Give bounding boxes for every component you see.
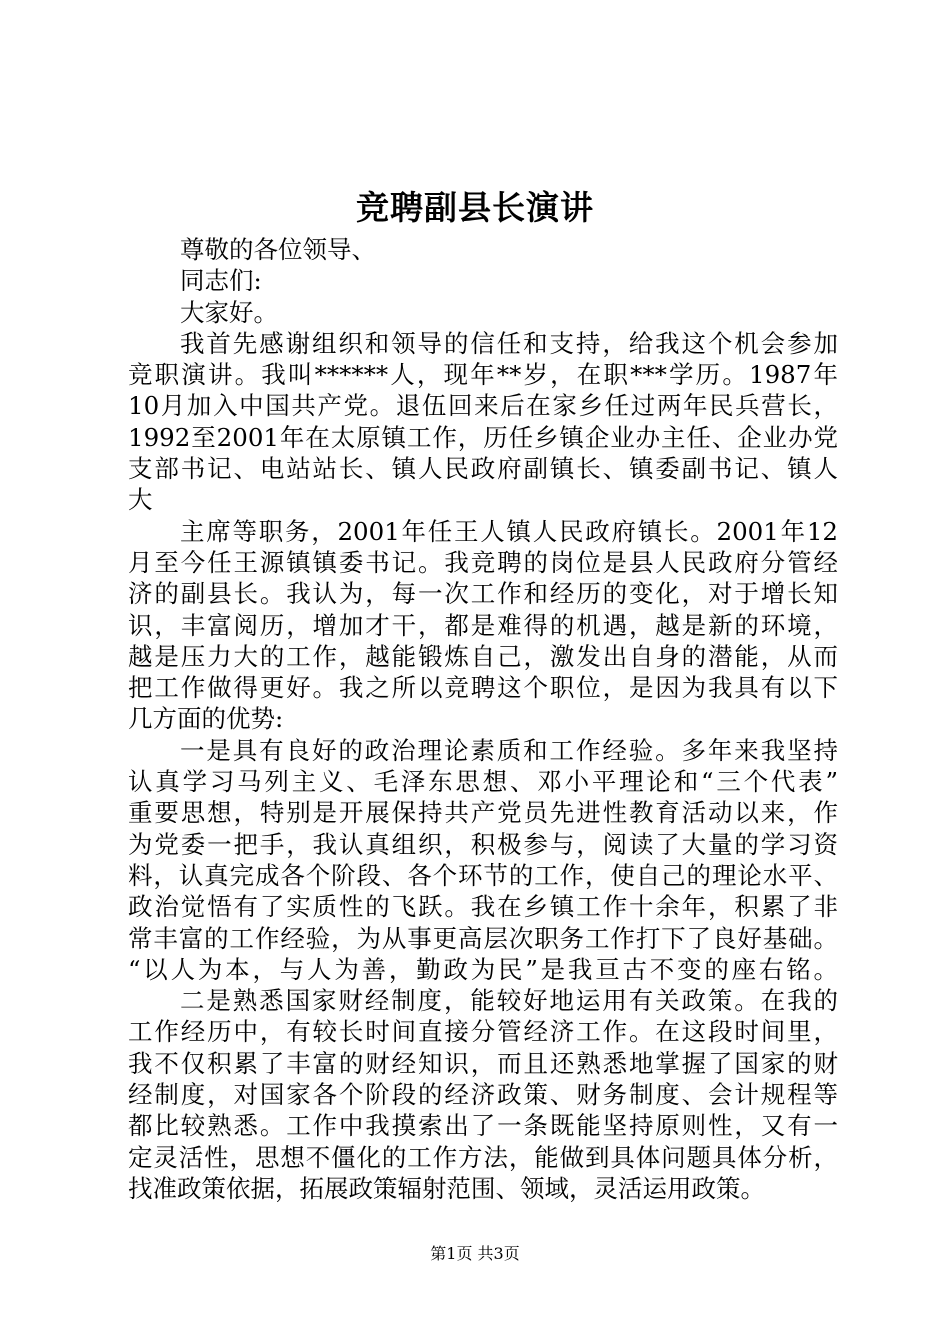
text-line: 都比较熟悉。工作中我摸索出了一条既能坚持原则性，又有一 — [128, 1111, 838, 1141]
text-line: 政治觉悟有了实质性的飞跃。我在乡镇工作十余年，积累了非 — [128, 892, 838, 922]
text-line: 二是熟悉国家财经制度，能较好地运用有关政策。在我的 — [180, 986, 838, 1016]
text-line: 把工作做得更好。我之所以竞聘这个职位，是因为我具有以下 — [128, 673, 838, 703]
text-line: 尊敬的各位领导、 — [180, 235, 376, 264]
text-line: 常丰富的工作经验，为从事更高层次职务工作打下了良好基础。 — [128, 923, 838, 953]
text-line: 10月加入中国共产党。退伍回来后在家乡任过两年民兵营长， — [128, 391, 838, 421]
page-footer: 第1页 共3页 — [430, 1244, 520, 1263]
text-line: 主席等职务，2001年任王人镇人民政府镇长。2001年12 — [180, 516, 838, 546]
text-line: 济的副县长。我认为，每一次工作和经历的变化，对于增长知 — [128, 579, 838, 609]
text-line: 识，丰富阅历，增加才干，都是难得的机遇，越是新的环境， — [128, 610, 838, 640]
text-line: 我不仅积累了丰富的财经知识，而且还熟悉地掌握了国家的财 — [128, 1048, 838, 1078]
text-line: 一是具有良好的政治理论素质和工作经验。多年来我坚持 — [180, 735, 838, 765]
text-line: 我首先感谢组织和领导的信任和支持，给我这个机会参加 — [180, 328, 838, 358]
text-line: 大 — [128, 485, 153, 515]
document-title: 竞聘副县长演讲 — [356, 188, 594, 227]
text-line: “以人为本，与人为善，勤政为民”是我亘古不变的座右铭。 — [128, 954, 838, 984]
text-line: 月至今任王源镇镇委书记。我竞聘的岗位是县人民政府分管经 — [128, 547, 838, 577]
text-line: 几方面的优势: — [128, 704, 284, 734]
text-line: 认真学习马列主义、毛泽东思想、邓小平理论和“三个代表” — [128, 767, 838, 797]
text-line: 定灵活性，思想不僵化的工作方法，能做到具体问题具体分析， — [128, 1142, 838, 1172]
text-line: 越是压力大的工作，越能锻炼自己，激发出自身的潜能，从而 — [128, 641, 838, 671]
text-line: 竞职演讲。我叫******人，现年**岁，在职***学历。1987年 — [128, 360, 838, 390]
text-line: 同志们: — [180, 266, 262, 296]
text-line: 经制度，对国家各个阶段的经济政策、财务制度、会计规程等 — [128, 1080, 838, 1110]
text-line: 为党委一把手，我认真组织，积极参与，阅读了大量的学习资 — [128, 829, 838, 859]
text-line: 重要思想，特别是开展保持共产党员先进性教育活动以来，作 — [128, 798, 838, 828]
document-body — [128, 234, 838, 1204]
text-line: 找准政策依据，拓展政策辐射范围、领域，灵活运用政策。 — [128, 1173, 765, 1203]
text-line: 工作经历中，有较长时间直接分管经济工作。在这段时间里， — [128, 1017, 838, 1047]
text-line: 1992至2001年在太原镇工作，历任乡镇企业办主任、企业办党 — [128, 422, 838, 452]
text-line: 大家好。 — [180, 297, 278, 327]
text-line: 支部书记、电站站长、镇人民政府副镇长、镇委副书记、镇人 — [128, 454, 838, 484]
text-line: 料，认真完成各个阶段、各个环节的工作，使自己的理论水平、 — [128, 860, 838, 890]
